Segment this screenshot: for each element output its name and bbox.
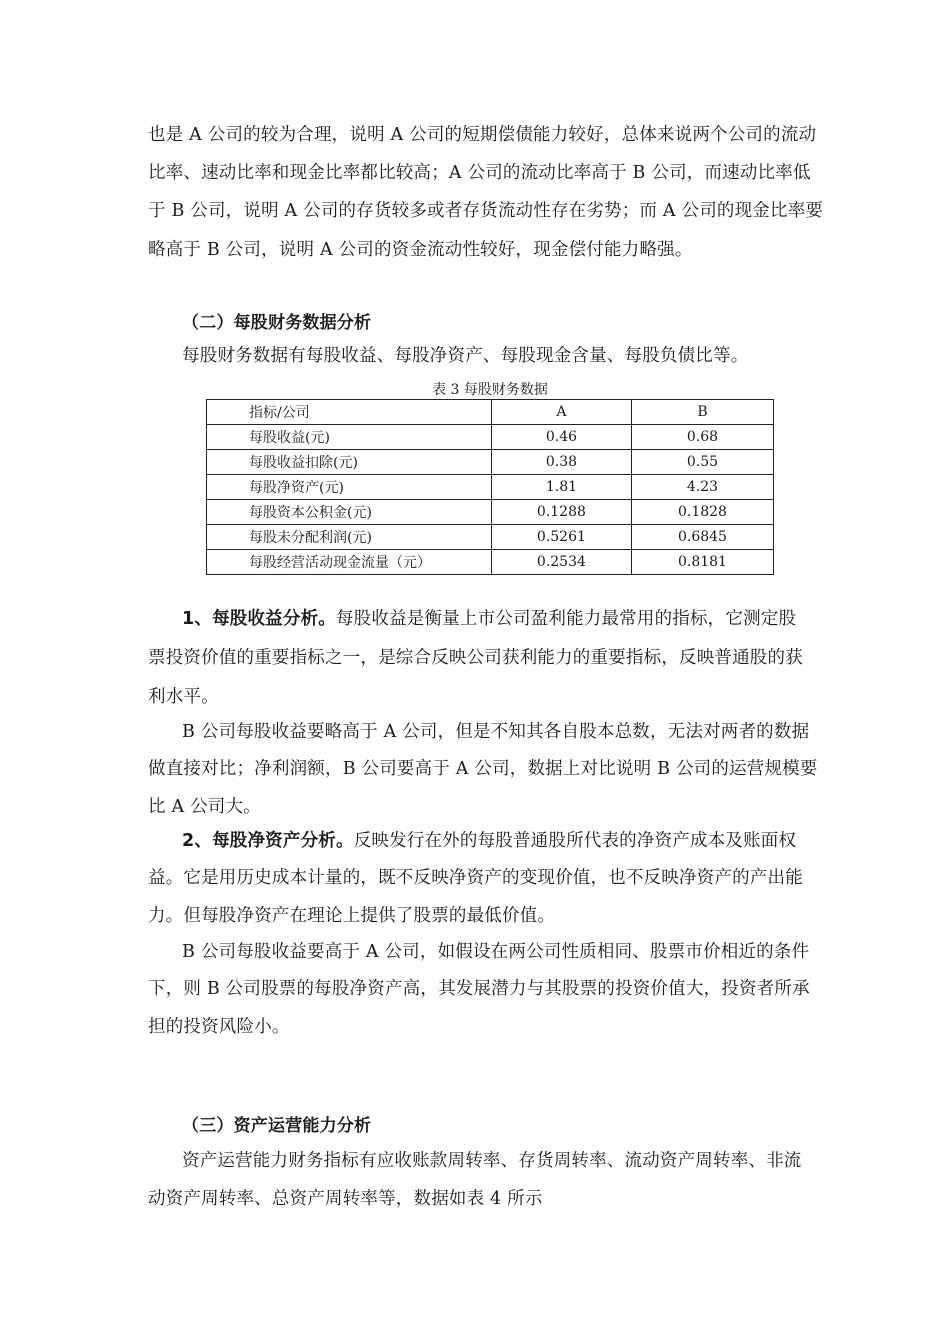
- table-cell: 0.68: [631, 425, 773, 450]
- table-cell: 每股未分配利润(元): [207, 525, 492, 550]
- table-cell: 0.1288: [491, 500, 631, 525]
- table-cell: 每股经营活动现金流量（元）: [207, 550, 492, 575]
- table-cell: 1.81: [491, 475, 631, 500]
- table-cell: 每股资本公积金(元): [207, 500, 492, 525]
- nav-paragraph-line-1: [182, 827, 796, 852]
- section3-line-2: 动资产周转率、总资产周转率等，数据如表 4 所示: [148, 1189, 543, 1209]
- eps-analysis-title: 1、每股收益分析。: [182, 609, 336, 629]
- table-row: [207, 450, 774, 475]
- section3-line-1: 资产运营能力财务指标有应收账款周转率、存货周转率、流动资产周转率、非流: [182, 1151, 802, 1171]
- per-share-data-table: [206, 399, 774, 575]
- table-row: [207, 525, 774, 550]
- table-cell: 0.46: [491, 425, 631, 450]
- table-caption: 表 3 每股财务数据: [432, 382, 548, 398]
- table-cell: 0.55: [631, 450, 773, 475]
- intro-line-1: 也是 A 公司的较为合理，说明 A 公司的短期偿债能力较好，总体来说两个公司的流动: [148, 125, 817, 145]
- table-cell: 0.5261: [491, 525, 631, 550]
- eps-paragraph-line-1: [182, 605, 796, 630]
- eps-comment-line-2: 做直接对比；净利润额，B 公司要高于 A 公司，数据上对比说明 B 公司的运营规模要: [148, 759, 818, 779]
- nav-comment-line-1: B 公司每股收益要高于 A 公司，如假设在两公司性质相同、股票市价相近的条件: [182, 942, 810, 962]
- section2-heading: （二）每股财务数据分析: [182, 313, 372, 333]
- intro-line-4: 略高于 B 公司，说明 A 公司的资金流动性较好，现金偿付能力略强。: [148, 240, 693, 260]
- table-cell: 0.1828: [631, 500, 773, 525]
- nav-analysis-title: 2、每股净资产分析。: [182, 831, 354, 851]
- nav-comment-line-2: 下，则 B 公司股票的每股净资产高，其发展潜力与其股票的投资价值大，投资者所承: [148, 979, 810, 999]
- table-cell: 0.6845: [631, 525, 773, 550]
- table-header-cell: B: [631, 400, 773, 425]
- table-cell: 0.38: [491, 450, 631, 475]
- table-cell: 0.8181: [631, 550, 773, 575]
- intro-line-2: 比率、速动比率和现金比率都比较高；A 公司的流动比率高于 B 公司，而速动比率低: [148, 163, 811, 183]
- table-row: [207, 550, 774, 575]
- table-row: [207, 425, 774, 450]
- intro-line-3: 于 B 公司，说明 A 公司的存货较多或者存货流动性存在劣势；而 A 公司的现金比率要: [148, 201, 824, 221]
- section2-intro: 每股财务数据有每股收益、每股净资产、每股现金含量、每股负债比等。: [182, 346, 749, 366]
- table-cell: 4.23: [631, 475, 773, 500]
- nav-paragraph-line-2: 益。它是用历史成本计量的，既不反映净资产的变现价值，也不反映净资产的产出能: [148, 868, 803, 888]
- table-row: [207, 500, 774, 525]
- table-cell: 每股净资产(元): [207, 475, 492, 500]
- nav-paragraph-line-3: 力。但每股净资产在理论上提供了股票的最低价值。: [148, 906, 556, 926]
- table-cell: 0.2534: [491, 550, 631, 575]
- eps-paragraph-line-3: 利水平。: [148, 687, 219, 707]
- table-cell: 每股收益扣除(元): [207, 450, 492, 475]
- table-header-cell: A: [491, 400, 631, 425]
- table-row: [207, 475, 774, 500]
- eps-line-1-text: 每股收益是衡量上市公司盈利能力最常用的指标，它测定股: [335, 609, 797, 629]
- nav-line-1-text: 反映发行在外的每股普通股所代表的净资产成本及账面权: [353, 831, 797, 851]
- table-header-cell: 指标/公司: [207, 400, 492, 425]
- table-header-row: [207, 400, 774, 425]
- table-cell: 每股收益(元): [207, 425, 492, 450]
- section3-heading: （三）资产运营能力分析: [182, 1116, 372, 1136]
- nav-comment-line-3: 担的投资风险小。: [148, 1017, 290, 1037]
- eps-comment-line-3: 比 A 公司大。: [148, 797, 261, 817]
- eps-paragraph-line-2: 票投资价值的重要指标之一，是综合反映公司获利能力的重要指标，反映普通股的获: [148, 648, 803, 668]
- eps-comment-line-1: B 公司每股收益要略高于 A 公司，但是不知其各自股本总数，无法对两者的数据: [182, 722, 810, 742]
